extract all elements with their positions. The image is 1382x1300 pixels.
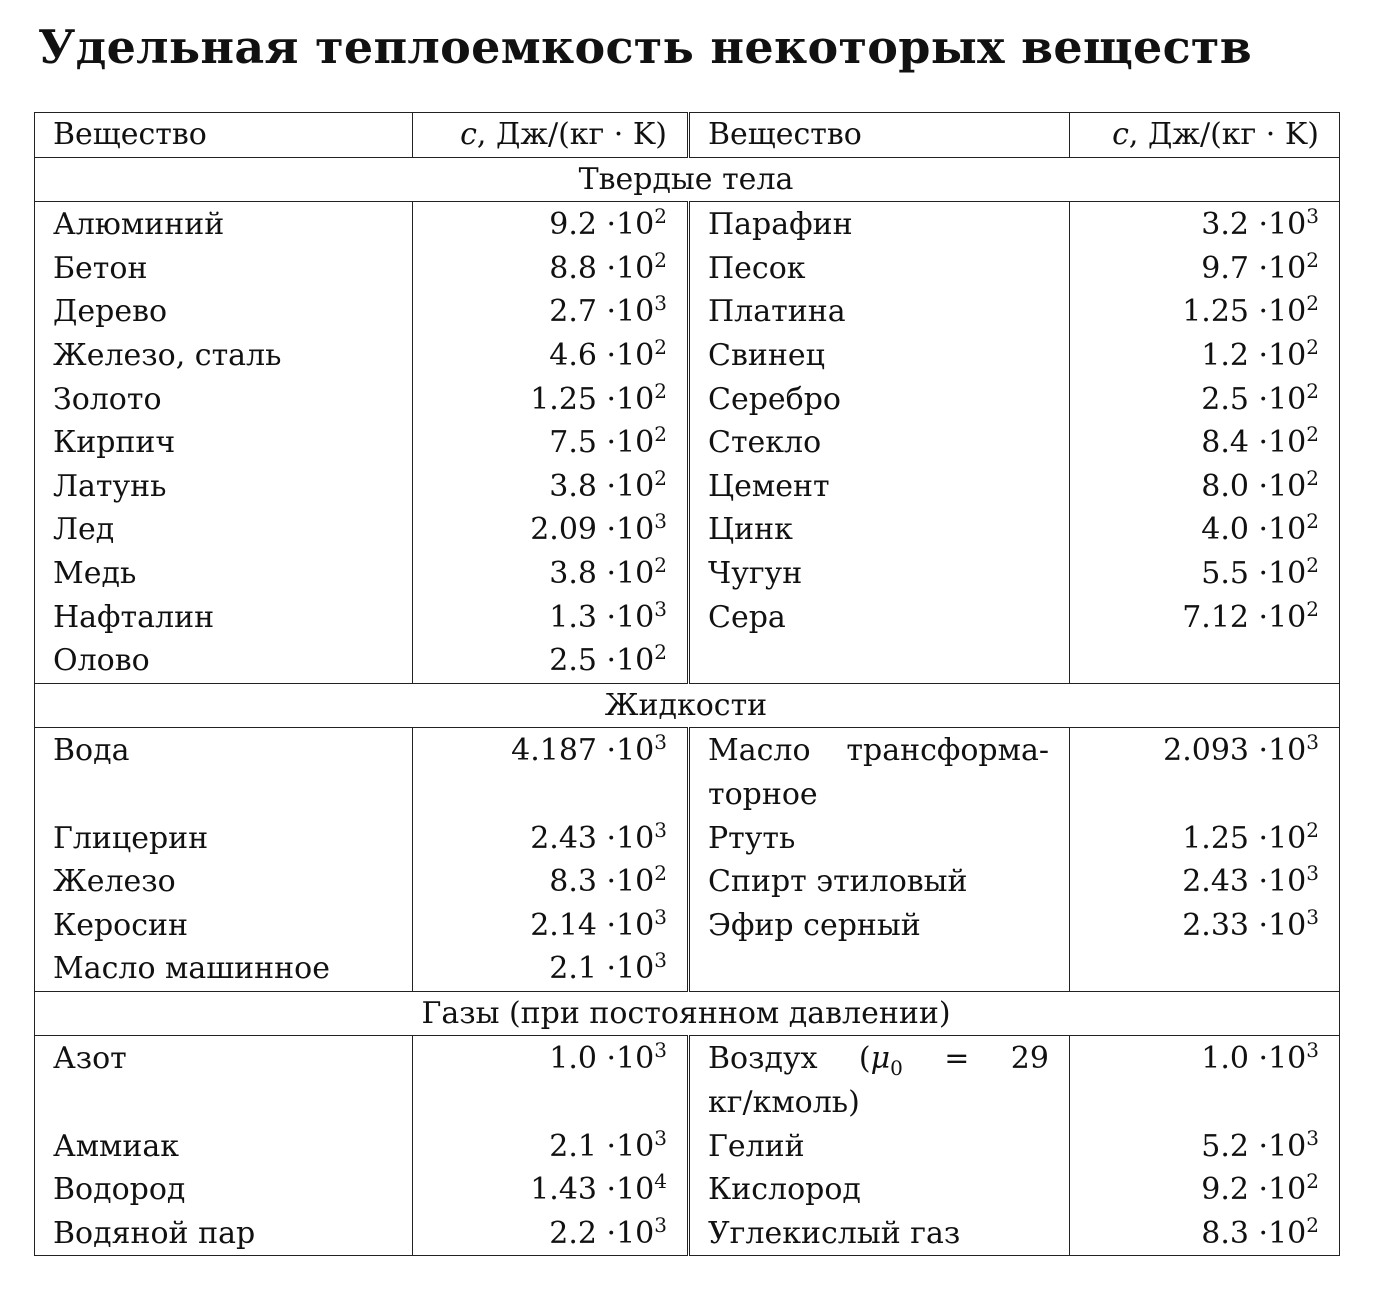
heat-value: $7.12 \cdot 10^2$ [1070,596,1340,640]
header-c-unit: , Дж/(кг · K) [476,117,667,152]
substance-name: Керосин [35,904,413,948]
heat-value: $2.5 \cdot 10^2$ [413,639,689,683]
table-row [35,1212,1340,1256]
heat-value: $2.2 \cdot 10^3$ [413,1212,689,1256]
heat-value: $4.187 \cdot 10^3$ [413,728,689,817]
substance-name [689,639,1070,683]
header-substance-left: Вещество [35,113,413,158]
table-row [35,334,1340,378]
substance-name: Сера [689,596,1070,640]
heat-value: $1.3 \cdot 10^3$ [413,596,689,640]
table-row [35,378,1340,422]
substance-name: Серебро [689,378,1070,422]
heat-value: $8.0 \cdot 10^2$ [1070,465,1340,509]
heat-value: $8.3 \cdot 10^2$ [1070,1212,1340,1256]
substance-name: Латунь [35,465,413,509]
table-row [35,1125,1340,1169]
heat-value [1070,947,1340,991]
heat-value: $2.1 \cdot 10^3$ [413,947,689,991]
heat-value: $2.1 \cdot 10^3$ [413,1125,689,1169]
substance-name: Эфир серный [689,904,1070,948]
substance-name: Азот [35,1036,413,1125]
substance-name: Свинец [689,334,1070,378]
substance-name: Кирпич [35,421,413,465]
heat-value: $2.14 \cdot 10^3$ [413,904,689,948]
heat-value: $3.8 \cdot 10^2$ [413,465,689,509]
heat-value: $4.0 \cdot 10^2$ [1070,508,1340,552]
table-row [35,202,1340,247]
heat-capacity-table [34,112,1340,1256]
heat-value: $1.0 \cdot 10^3$ [1070,1036,1340,1125]
table-row [35,639,1340,683]
air-eq: = [944,1041,970,1077]
substance-name: Ртуть [689,817,1070,861]
substance-name [689,947,1070,991]
heat-value: $1.25 \cdot 10^2$ [413,378,689,422]
substance-name: Гелий [689,1125,1070,1169]
section-header-gases [35,991,1340,1036]
substance-name: Аммиак [35,1125,413,1169]
table-header-row [35,113,1340,158]
air-first-line [708,1037,1049,1081]
heat-value: $9.2 \cdot 10^2$ [1070,1168,1340,1212]
substance-name: Песок [689,247,1070,291]
heat-value: $4.6 \cdot 10^2$ [413,334,689,378]
substance-name: Цемент [689,465,1070,509]
heat-value: $2.09 \cdot 10^3$ [413,508,689,552]
substance-name: Углекислый газ [689,1212,1070,1256]
heat-value: $2.5 \cdot 10^2$ [1070,378,1340,422]
heat-value: $8.8 \cdot 10^2$ [413,247,689,291]
substance-name: Лед [35,508,413,552]
heat-value [1070,639,1340,683]
table-row [35,728,1340,817]
air-name: Воздух [708,1041,818,1077]
heat-value: $3.8 \cdot 10^2$ [413,552,689,596]
heat-value: $1.43 \cdot 10^4$ [413,1168,689,1212]
heat-value: $8.3 \cdot 10^2$ [413,860,689,904]
table-row [35,947,1340,991]
substance-name: Железо [35,860,413,904]
substance-name: Водород [35,1168,413,1212]
substance-name: Алюминий [35,202,413,247]
substance-name: Бетон [35,247,413,291]
section-title: Газы (при постоянном давлении) [35,991,1340,1036]
heat-value: $3.2 \cdot 10^3$ [1070,202,1340,247]
substance-name-air [689,1036,1070,1125]
heat-value: $2.43 \cdot 10^3$ [1070,860,1340,904]
substance-name: Стекло [689,421,1070,465]
header-substance-right: Вещество [689,113,1070,158]
heat-value: $8.4 \cdot 10^2$ [1070,421,1340,465]
table-row [35,421,1340,465]
heat-value: $9.2 \cdot 10^2$ [413,202,689,247]
heat-value: $2.43 \cdot 10^3$ [413,817,689,861]
table-row [35,1168,1340,1212]
substance-name: Олово [35,639,413,683]
substance-name: Спирт этиловый [689,860,1070,904]
table-row [35,247,1340,291]
substance-name: Парафин [689,202,1070,247]
substance-name: Дерево [35,290,413,334]
table-row [35,904,1340,948]
substance-name: Золото [35,378,413,422]
heat-value: $1.0 \cdot 10^3$ [413,1036,689,1125]
air-unit: кг/кмоль) [708,1085,860,1121]
header-c-symbol: c [460,117,477,152]
substance-name: Масло машинное [35,947,413,991]
substance-name: Медь [35,552,413,596]
heat-value: $2.093 \cdot 10^3$ [1070,728,1340,817]
substance-name: Вода [35,728,413,817]
section-title: Твердые тела [35,157,1340,202]
header-c-unit: , Дж/(кг · K) [1128,117,1319,152]
substance-name: Цинк [689,508,1070,552]
heat-value: $2.33 \cdot 10^3$ [1070,904,1340,948]
substance-name: Чугун [689,552,1070,596]
header-c-left [413,113,689,158]
air-mu: ($\mu_0$ [858,1041,903,1081]
section-header-solids [35,157,1340,202]
section-title: Жидкости [35,683,1340,728]
air-value: 29 [1010,1041,1049,1077]
table-row [35,596,1340,640]
heat-value: $1.25 \cdot 10^2$ [1070,817,1340,861]
heat-value: $9.7 \cdot 10^2$ [1070,247,1340,291]
table-row [35,860,1340,904]
substance-name: Нафталин [35,596,413,640]
header-c-right [1070,113,1340,158]
substance-name: Масло трансформа- торное [689,728,1070,817]
table-row [35,465,1340,509]
heat-value: $1.25 \cdot 10^2$ [1070,290,1340,334]
table-row [35,817,1340,861]
table-row [35,552,1340,596]
heat-value: $1.2 \cdot 10^2$ [1070,334,1340,378]
header-c-symbol: c [1112,117,1129,152]
heat-value: $7.5 \cdot 10^2$ [413,421,689,465]
heat-value: $2.7 \cdot 10^3$ [413,290,689,334]
table-row [35,508,1340,552]
substance-name: Глицерин [35,817,413,861]
substance-name: Платина [689,290,1070,334]
substance-name: Водяной пар [35,1212,413,1256]
substance-name: Кислород [689,1168,1070,1212]
substance-name: Железо, сталь [35,334,413,378]
heat-value: $5.5 \cdot 10^2$ [1070,552,1340,596]
heat-value: $5.2 \cdot 10^3$ [1070,1125,1340,1169]
page-title: Удельная теплоемкость некоторых веществ [38,20,1252,74]
table-row [35,290,1340,334]
section-header-liquids [35,683,1340,728]
table-row [35,1036,1340,1125]
